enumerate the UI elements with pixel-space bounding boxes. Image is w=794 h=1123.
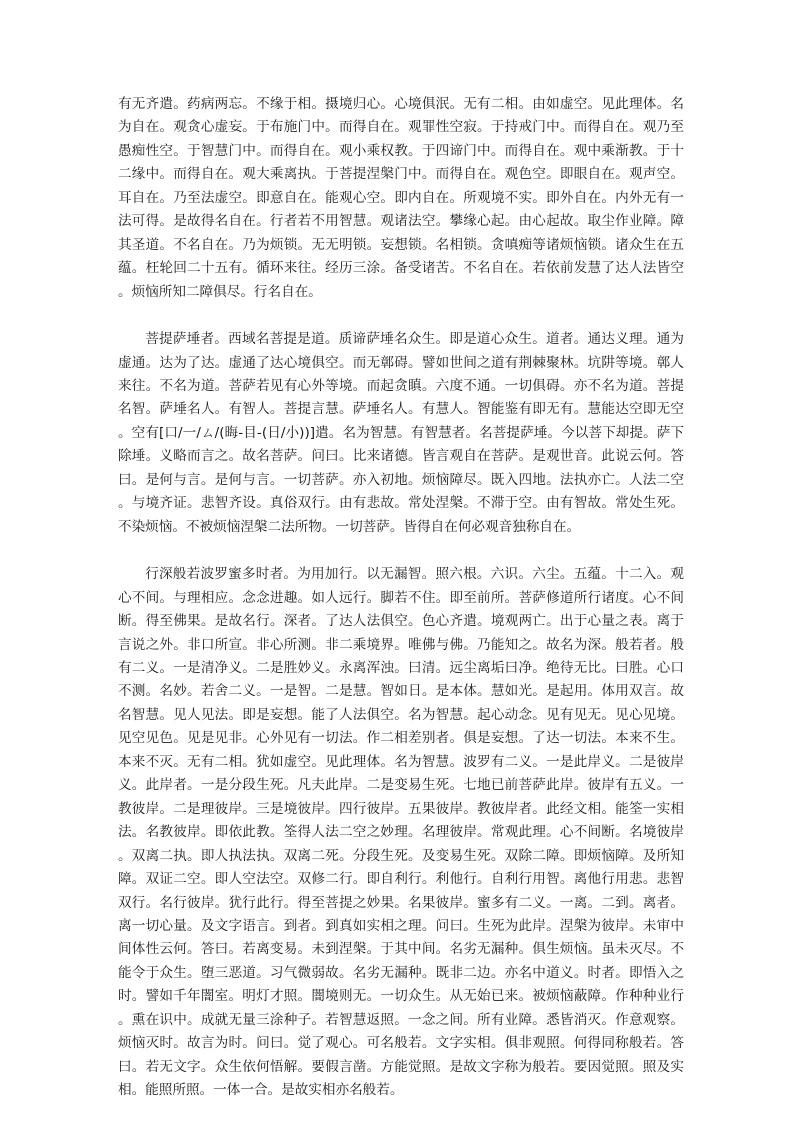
document-page bbox=[118, 93, 684, 1103]
paragraph-1: 有无齐遣。药病两忘。不缘于相。摄境归心。心境俱泯。无有二相。由如虚空。见此理体。名为自在。观贪心虚妄。于布施门中。而得自在。观罪性空寂。于持戒门中。而得自在。观乃至愚痴性空。于智慧门中。而得自在。观小乘权教。于四谛门中。而得自在。观中乘渐教。于十二缘中。而得自在。观大乘离执。于菩提涅槃门中。而得自在。观色空。即眼自在。观声空。耳自在。乃至法虚空。即意自在。能观心空。即内自在。所观境不实。即外自在。内外无有一法可得。是故得名自在。行者若不用智慧。观诸法空。攀缘心起。由心起故。取尘作业障。障其圣道。不名自在。乃为烦锁。无无明锁。妄想锁。名相锁。贪嗔痴等诸烦恼锁。诸众生在五蕴。枉轮回二十五有。循环来往。经历三涂。备受诸苦。不名自在。若依前发慧了达人法皆空。烦恼所知二障俱尽。行名自在。 bbox=[118, 96, 684, 300]
paragraph-2: 菩提萨埵者。西域名菩提是道。质谛萨埵名众生。即是道心众生。道者。通达义理。通为虚通。达为了达。虚通了达心境俱空。而无鄣碍。譬如世间之道有荆棘聚林。坑阱等境。鄣人来往。不名为道。菩萨若见有心外等境。而起贪瞋。六度不通。一切俱碍。亦不名为道。菩提名智。萨埵名人。有智人。菩提言慧。萨埵名人。有慧人。智能鉴有即无有。慧能达空即无空。空有[口/一/ㄙ/(晦-目-(日/小))]遣。名为智慧。有智慧者。名菩提萨埵。今以菩下却提。萨下除埵。义略而言之。故名菩萨。问曰。比来诸德。皆言观自在菩萨。是观世音。此说云何。答曰。是何与言。是何与言。一切菩萨。亦入初地。烦恼障尽。既入四地。法执亦亡。人法二空。与境齐证。悲智齐设。真俗双行。由有悲故。常处涅槃。不滞于空。由有智故。常处生死。不染烦恼。不被烦恼涅槃二法所物。一切菩萨。皆得自在何必观音独称自在。 bbox=[118, 331, 684, 535]
paragraph-3: 行深般若波罗蜜多时者。为用加行。以无漏智。照六根。六识。六尘。五蕴。十二入。观心不间。与理相应。念念进趣。如人远行。脚若不住。即至前所。菩萨修道所行诸度。心不间断。得至佛果。是故名行。深者。了达人法俱空。色心齐遣。境观两亡。出于心量之表。离于言说之外。非口所宣。非心所测。非二乘境界。唯佛与佛。乃能知之。故名为深。般若者。般有二义。一是清净义。二是胜妙义。永离浑浊。曰清。远尘离垢曰净。绝待无比。曰胜。心口不测。名妙。若舍二义。一是智。二是慧。智如日。是本体。慧如光。是起用。体用双言。故名智慧。见人见法。即是妄想。能了人法俱空。名为智慧。起心动念。见有见无。见心见境。见空见色。见是见非。心外见有一切法。作二相差别者。俱是妄想。了达一切法。本来不生。本来不灭。无有二相。犹如虚空。见此理体。名为智慧。波罗有二义。一是此岸义。二是彼岸义。此岸者。一是分段生死。凡夫此岸。二是变易生死。七地已前菩萨此岸。彼岸有五义。一教彼岸。二是理彼岸。三是境彼岸。四行彼岸。五果彼岸。教彼岸者。此经文相。能筌一实相法。名教彼岸。即依此教。筌得人法二空之妙理。名理彼岸。常观此理。心不间断。名境彼岸。双离二执。即人执法执。双离二死。分段生死。及变易生死。双除二障。即烦恼障。及所知障。双证二空。即人空法空。双修二行。即自利行。利他行。自利行用智。离他行用悲。悲智双行。名行彼岸。犹行此行。得至菩提之妙果。名果彼岸。蜜多有二义。一离。二到。离者。离一切心量。及文字语言。到者。到真如实相之理。问曰。生死为此岸。涅槃为彼岸。未审中间体性云何。答曰。若离变易。未到涅槃。于其中间。名劣无漏种。俱生烦恼。虽未灭尽。不能令于众生。堕三恶道。习气微弱故。名劣无漏种。既非二边。亦名中道义。时者。即悟入之时。譬如千年闇室。明灯才照。闇境则无。一切众生。从无始已来。被烦恼蔽障。作种种业行。熏在识中。成就无量三涂种子。若智慧返照。一念之间。所有业障。悉皆消灭。作意观察。烦恼灭时。故言为时。问曰。觉了观心。可名般若。文字实相。俱非观照。何得同称般若。答曰。若无文字。众生依何悟解。要假言凿。方能觉照。是故文字称为般若。要因觉照。照及实相。能照所照。一体一合。是故实相亦名般若。 bbox=[118, 566, 684, 1099]
